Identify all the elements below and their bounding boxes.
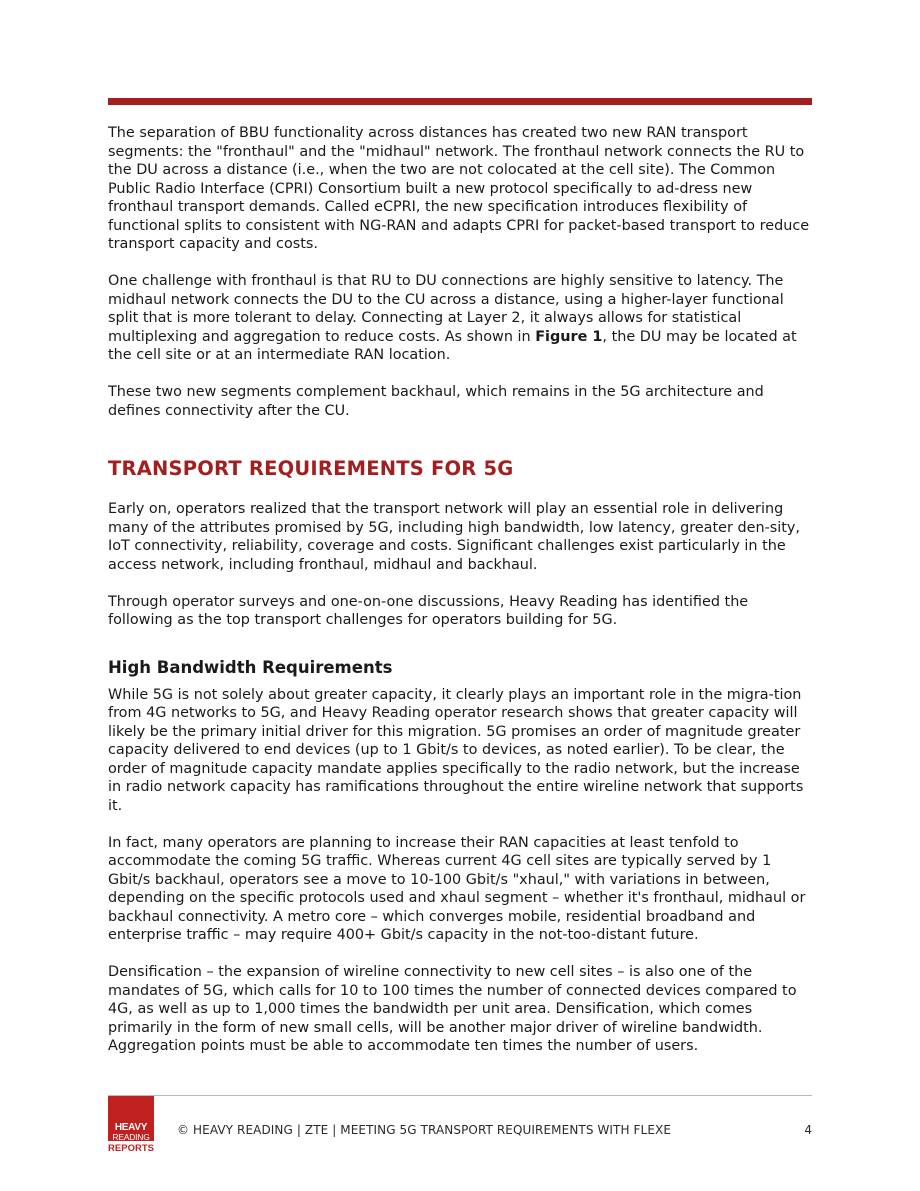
section-paragraph-1: Early on, operators realized that the transport network will play an essential role in delivering many of the attributes promised by 5G, including high bandwidth, low latency, greater den-sity, IoT connectivity, reliability, coverage and costs. Significant challenges exist particularly in the access network, including fronthaul, midhaul and backhaul. <box>108 501 800 573</box>
section-title: TRANSPORT REQUIREMENTS FOR 5G <box>108 457 514 480</box>
subsection-title: High Bandwidth Requirements <box>108 657 393 677</box>
logo-line-reading: READING <box>112 1132 150 1142</box>
intro-paragraph-2-lead: One challenge with fronthaul is that RU to DU connections are highly sensitive to latency. The midhaul network connects the DU to the CU across a distance, using a higher-layer functional split that is more tolerant to delay. Connecting at Layer 2, it always allows for statistical multiplexing and aggregation to reduce costs. As shown in <box>108 273 784 345</box>
footer-rule <box>108 1095 812 1096</box>
subsection-paragraph-1: While 5G is not solely about greater capacity, it clearly plays an important role in the migra-tion from 4G networks to 5G, and Heavy Reading operator research shows that greater capacity will likely be the primary initial driver for this migration. 5G promises an order of magnitude greater capacity delivered to end devices (up to 1 Gbit/s to devices, as noted earlier). To be clear, the order of magnitude capacity mandate applies specifically to the radio network, but the increase in radio network capacity has ramifications throughout the entire wireline network that supports it. <box>108 686 804 814</box>
page-number: 4 <box>804 1123 812 1137</box>
figure-1-reference: Figure 1 <box>535 328 603 345</box>
logo-line-heavy: HEAVY <box>114 1122 148 1133</box>
subsection-paragraph-3: Densification – the expansion of wireline connectivity to new cell sites – is also one of the mandates of 5G, which calls for 10 to 100 times the number of connected devices compared to 4G, as well as up to 1,000 times the bandwidth per unit area. Densification, which comes primarily in the form of new small cells, will be another major driver of wireline bandwidth. Aggregation points must be able to accommodate ten times the number of users. <box>108 964 797 1054</box>
logo-box <box>108 1096 154 1141</box>
intro-paragraph-2-tail: , the DU may be located at the cell site or at an intermediate RAN location. <box>108 328 797 363</box>
header-rule <box>108 98 812 105</box>
heavy-reading-logo <box>108 1096 154 1154</box>
logo-line-reports: REPORTS <box>108 1143 154 1154</box>
page-body <box>108 124 812 1056</box>
subsection-paragraph-2: In fact, many operators are planning to increase their RAN capacities at least tenfold to accommodate the coming 5G traffic. Whereas current 4G cell sites are typically served by 1 Gbit/s backhaul, operators see a move to 10-100 Gbit/s "xhaul," with variations in between, depending on the specific protocols used and xhaul segment – whether it's fronthaul, midhaul or backhaul connectivity. A metro core – which converges mobile, residential broadband and enterprise traffic – may require 400+ Gbit/s capacity in the not-too-distant future. <box>108 834 806 943</box>
intro-paragraph-3: These two new segments complement backhaul, which remains in the 5G architecture and defines connectivity after the CU. <box>108 384 764 419</box>
footer-text: © HEAVY READING | ZTE | MEETING 5G TRANSPORT REQUIREMENTS WITH FLEXE <box>177 1123 672 1137</box>
intro-paragraph-2 <box>108 272 812 365</box>
section-paragraph-2: Through operator surveys and one-on-one discussions, Heavy Reading has identified the following as the top transport challenges for operators building for 5G. <box>108 593 749 628</box>
intro-paragraph-1: The separation of BBU functionality across distances has created two new RAN transport segments: the "fronthaul" and the "midhaul" network. The fronthaul network connects the RU to the DU across a distance (i.e., when the two are not colocated at the cell site). The Common Public Radio Interface (CPRI) Consortium built a new protocol specifically to ad-dress new fronthaul transport demands. Called eCPRI, the new specification introduces flexibility of functional splits to consistent with NG-RAN and adapts CPRI for packet-based transport to reduce transport capacity and costs. <box>108 125 810 252</box>
